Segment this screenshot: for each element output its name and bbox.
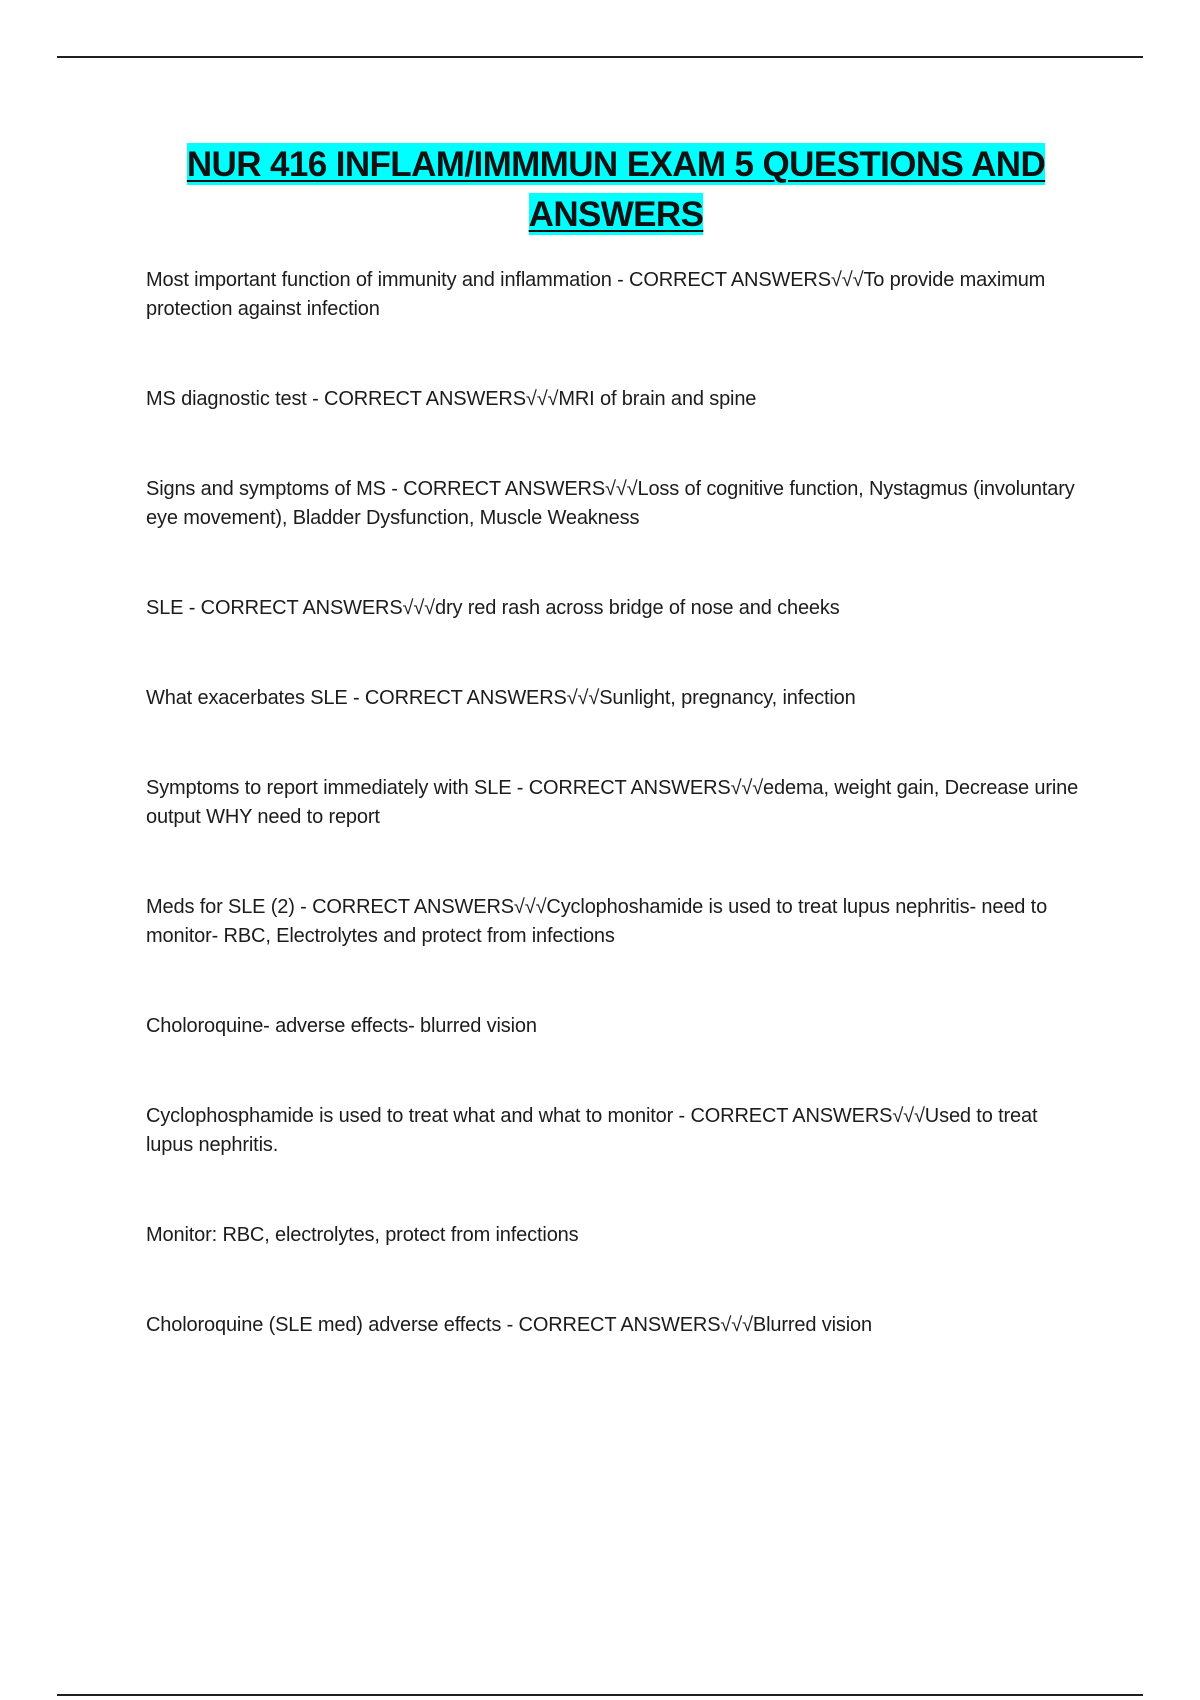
qa-list [146,266,1082,1401]
title-line-1: NUR 416 INFLAM/IMMMUN EXAM 5 QUESTIONS AND [186,145,1046,184]
qa-item: Cyclophosphamide is used to treat what and what to monitor - CORRECT ANSWERS√√√Used to treat lupus nephritis. [146,1105,1038,1156]
document-title [120,140,1112,240]
qa-item: Symptoms to report immediately with SLE - CORRECT ANSWERS√√√edema, weight gain, Decrease urine output WHY need to report [146,777,1079,828]
qa-item: Signs and symptoms of MS - CORRECT ANSWERS√√√Loss of cognitive function, Nystagmus (involuntary eye movement), Bladder Dysfunction, Muscle Weakness [146,478,1075,529]
qa-item: SLE - CORRECT ANSWERS√√√dry red rash across bridge of nose and cheeks [146,597,840,619]
qa-item: Monitor: RBC, electrolytes, protect from infections [146,1224,579,1246]
qa-item: Meds for SLE (2) - CORRECT ANSWERS√√√Cyclophoshamide is used to treat lupus nephritis- need to monitor- RBC, Electrolytes and protect from infections [146,896,1048,947]
top-rule [57,56,1143,58]
qa-item: What exacerbates SLE - CORRECT ANSWERS√√√Sunlight, pregnancy, infection [146,687,856,709]
qa-item: Most important function of immunity and inflammation - CORRECT ANSWERS√√√To provide maximum protection against infection [146,269,1046,320]
bottom-rule [57,1694,1143,1696]
title-line-2: ANSWERS [528,195,704,234]
qa-item: Choloroquine (SLE med) adverse effects - CORRECT ANSWERS√√√Blurred vision [146,1314,872,1336]
qa-item: MS diagnostic test - CORRECT ANSWERS√√√MRI of brain and spine [146,388,757,410]
qa-item: Choloroquine- adverse effects- blurred vision [146,1015,537,1037]
